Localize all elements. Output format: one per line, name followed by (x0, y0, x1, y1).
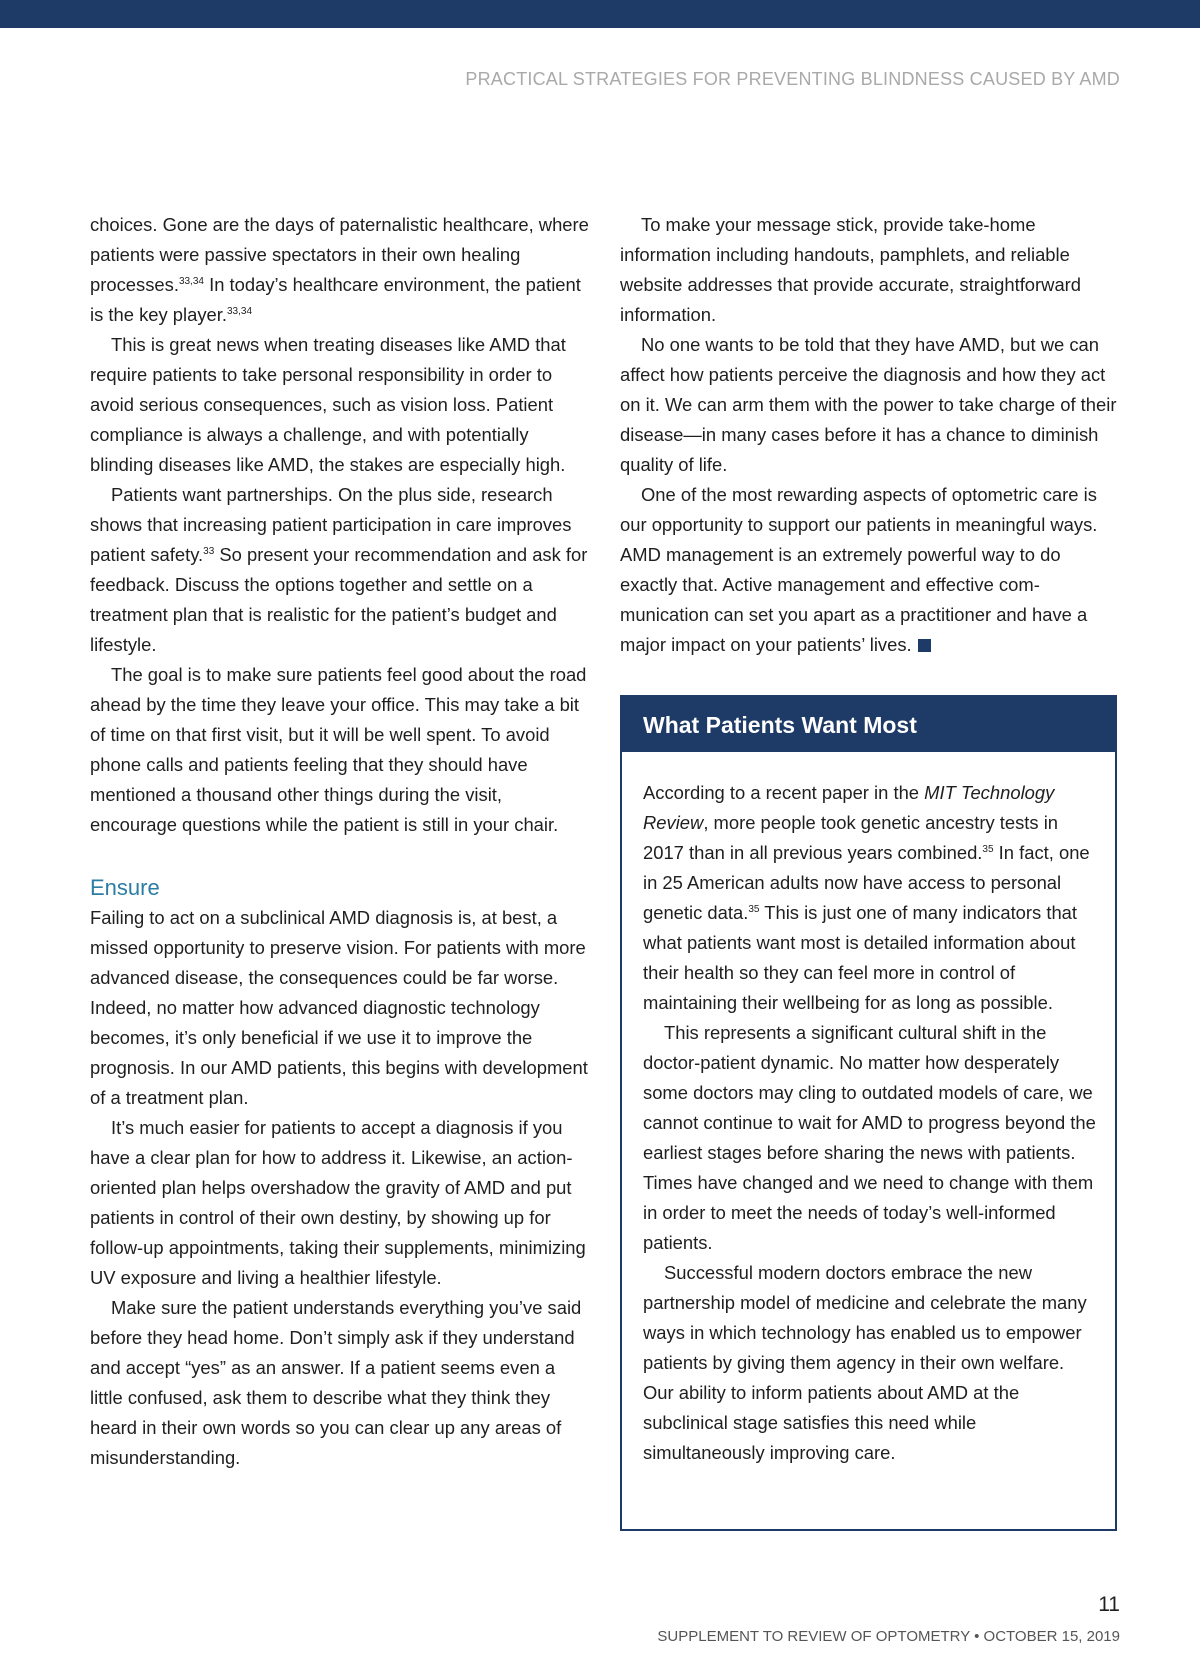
left-paragraph-3 (90, 480, 590, 660)
end-of-article-square-icon (918, 639, 931, 652)
right-paragraph-2: No one wants to be told that they have AMD, but we can affect how patients perceive the diagnosis and how they act on it. We can arm them with the power to take charge of their disease—in many cases before it has a chance to diminish quality of life. (620, 334, 1117, 475)
sidebar-body (622, 752, 1115, 1468)
top-color-bar (0, 0, 1200, 28)
left-paragraph-7: Make sure the patient understands everything you’ve said before they head home. Don’t simply ask if they understand and accept “yes” as an answer. If a patient seems even a little confused, ask them to describe what they think they heard in their own words so you can clear up any areas of misunderstanding. (90, 1297, 582, 1468)
sidebar-paragraph-1 (643, 778, 1097, 1018)
left-paragraph-4: The goal is to make sure patients feel good about the road ahead by the time they leave your office. This may take a bit of time on that first visit, but it will be well spent. To avoid phone calls and patients feeling that they should have mentioned a thousand other things during the visit, encourage questions while the patient is still in your chair. (90, 664, 587, 835)
page-number: 11 (1098, 1593, 1120, 1616)
text-run: choices. Gone are the days of paternalistic healthcare, where patients were passive spectators in their own healing processes. (90, 214, 589, 295)
left-column (90, 210, 590, 1473)
sidebar-box (620, 695, 1117, 1531)
section-heading-ensure: Ensure (90, 875, 160, 900)
right-column (620, 210, 1120, 660)
citation: 33,34 (226, 306, 253, 317)
footer-publication-line: SUPPLEMENT TO REVIEW OF OPTOMETRY • OCTOBER 15, 2019 (657, 1628, 1120, 1645)
text-run: According to a recent paper in the (643, 782, 925, 803)
sidebar-paragraph-3: Successful modern doctors embrace the new partnership model of medicine and celebrate the many ways in which technology has enabled us to empower patients by giving them agency in their own welfare. Our ability to inform patients about AMD at the subclinical stage satisfies this need while simultaneously improving care. (643, 1262, 1087, 1463)
citation: 35 (982, 844, 994, 855)
sidebar-title: What Patients Want Most (622, 697, 1115, 752)
text-run: Patients want partnerships. On the plus side, research shows that increasing patient participation in care improves patient safety. (90, 484, 572, 565)
right-paragraph-1: To make your message stick, provide take-home information including handouts, pamphlets, and reliable website addresses that provide accurate, straightforward information. (620, 214, 1082, 325)
left-paragraph-2: This is great news when treating diseases like AMD that require patients to take personal responsibility in order to avoid serious consequences, such as vision loss. Patient compliance is always a challenge, and with potentially blinding diseases like AMD, the stakes are especially high. (90, 334, 566, 475)
citation: 33 (203, 546, 215, 557)
text-run: In today’s healthcare environment, the patient is the key player. (90, 274, 581, 325)
left-paragraph-5: Failing to act on a subclinical AMD diagnosis is, at best, a missed opportunity to preserve vision. For patients with more advanced disease, the consequences could be far worse. Indeed, no matter how advanced diagnostic technology becomes, it’s only beneficial if we use it to improve the prognosis. In our AMD patients, this begins with development of a treatment plan. (90, 907, 588, 1108)
text-run: So present your recommendation and ask for feedback. Discuss the options together and settle on a treatment plan that is realistic for the patient’s budget and lifestyle. (90, 544, 588, 655)
left-paragraph-6: It’s much easier for patients to accept a diagnosis if you have a clear plan for how to address it. Likewise, an action-oriented plan helps overshadow the gravity of AMD and put patients in control of their own destiny, by showing up for follow-up appointments, taking their supplements, minimizing UV exposure and living a healthier lifestyle. (90, 1117, 586, 1288)
text-run: In fact, one in 25 American adults now have access to personal genetic data. (643, 842, 1090, 923)
publication-title: MIT Technology Review (643, 782, 1055, 833)
text-run: , more people took genetic ancestry tests in 2017 than in all previous years combined. (643, 812, 1059, 863)
citation: 35 (748, 904, 760, 915)
running-head: PRACTICAL STRATEGIES FOR PREVENTING BLINDNESS CAUSED BY AMD (465, 69, 1120, 89)
left-paragraph-1 (90, 210, 590, 330)
citation: 33,34 (178, 276, 204, 287)
sidebar-paragraph-2: This represents a significant cultural shift in the doctor-patient dynamic. No matter how desperately some doctors may cling to outdated models of care, we cannot continue to wait for AMD to progress beyond the earliest stages before sharing the news with patients. Times have changed and we need to change with them in order to meet the needs of today’s well-informed patients. (643, 1022, 1096, 1253)
right-paragraph-3 (620, 480, 1120, 660)
text-run: This is just one of many indicators that what patients want most is detailed information about their health so they can feel more in control of maintaining their wellbeing for as long as possible. (643, 902, 1078, 1013)
text-run: One of the most rewarding aspects of optometric care is our opportunity to support our patients in meaningful ways. AMD management is an extremely powerful way to do exactly that. Active management and effective communication can set you apart as a practitioner and have a major impact on your patients’ lives. (620, 484, 1098, 655)
